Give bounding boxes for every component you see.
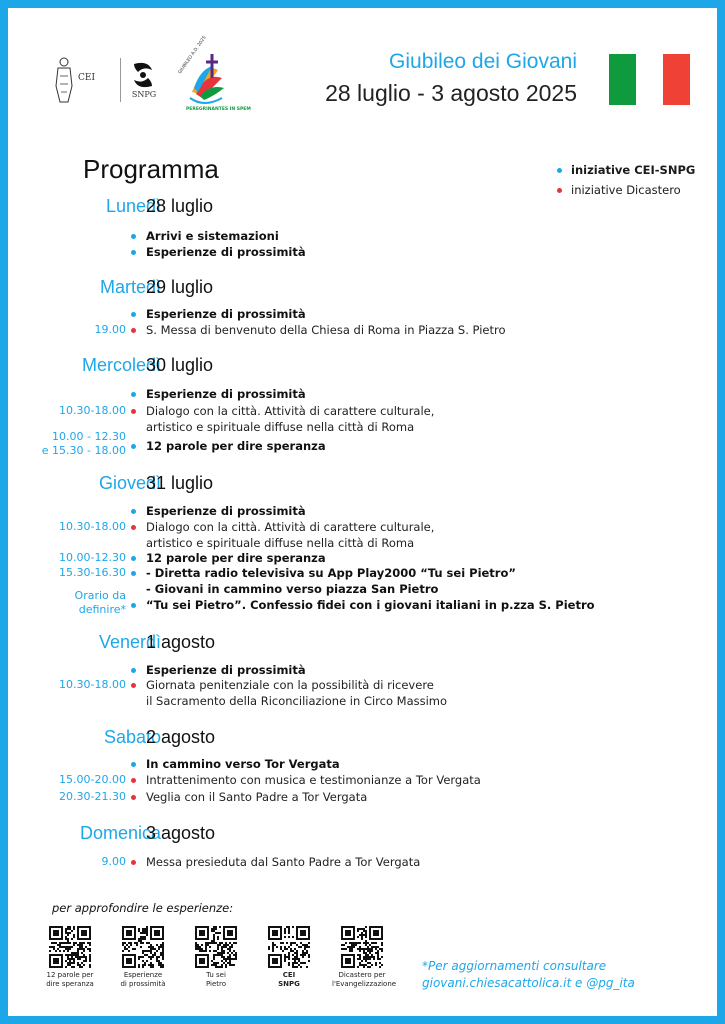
event-title: Giubileo dei Giovani [389, 50, 577, 73]
event-time-line: 15.00-20.00 [59, 773, 126, 786]
event-time [59, 519, 126, 535]
event-text [146, 503, 606, 519]
jubilee-top-text: GIUBILEO A.D. 2025 [177, 35, 208, 76]
event-text-line: Esperienze di prossimità [146, 504, 306, 518]
event-time-line: 10.00 - 12.30 [52, 430, 126, 443]
cei-logo-text: CEI [78, 73, 96, 83]
day-header [28, 355, 708, 379]
jubilee-bottom-text: PEREGRINANTES IN SPEM [186, 107, 251, 112]
day-header [28, 632, 708, 656]
bullet-icon [131, 312, 136, 317]
schedule-item [8, 503, 608, 519]
event-text [146, 550, 606, 566]
bullet-icon [131, 525, 136, 530]
qr-caption [186, 971, 246, 989]
event-text [146, 438, 606, 454]
bullet-icon [131, 444, 136, 449]
program-title: Programma [83, 154, 219, 184]
event-text-line: Esperienze di prossimità [146, 245, 306, 259]
day-name: Lunedì [105, 196, 161, 216]
italian-flag [609, 54, 690, 105]
qr-code-icon[interactable] [268, 926, 310, 968]
event-time-line: Orario da [74, 589, 126, 602]
day-name: Domenica [79, 823, 161, 843]
event-text-line: Intrattenimento con musica e testimonianze a Tor Vergata [146, 773, 481, 787]
qr-code-icon[interactable] [49, 926, 91, 968]
snpg-mark-icon [124, 60, 164, 90]
snpg-logo [124, 60, 164, 106]
qr-code-icon[interactable] [122, 926, 164, 968]
update-note [422, 958, 712, 992]
schedule-item [8, 244, 608, 260]
bullet-icon [131, 392, 136, 397]
event-text-line: Esperienze di prossimità [146, 663, 306, 677]
flag-green-stripe [609, 54, 636, 105]
legend-label: iniziative Dicastero [571, 183, 681, 197]
event-time [95, 322, 127, 338]
bullet-icon [131, 250, 136, 255]
bullet-icon [131, 778, 136, 783]
event-text [146, 854, 606, 870]
bullet-icon [557, 188, 562, 193]
bullet-icon [131, 409, 136, 414]
qr-caption [259, 971, 319, 989]
cei-logo [52, 56, 96, 106]
schedule-item [8, 789, 608, 805]
event-time-line: e 15.30 - 18.00 [41, 444, 126, 457]
flag-red-stripe [663, 54, 690, 105]
event-text-line: Dialogo con la città. Attività di carattere culturale, [146, 520, 435, 534]
event-text-line: Esperienze di prossimità [146, 307, 306, 321]
event-text-line: In cammino verso Tor Vergata [146, 757, 340, 771]
legend-label: iniziative CEI-SNPG [571, 163, 696, 177]
bullet-icon [131, 860, 136, 865]
schedule-item [8, 772, 608, 788]
qr-code-item[interactable] [332, 926, 397, 989]
event-text-line: artistico e spirituale diffuse nella città di Roma [146, 420, 415, 434]
qr-caption-line: Pietro [205, 980, 227, 988]
event-time [59, 565, 126, 581]
bullet-icon [131, 328, 136, 333]
event-time [59, 550, 126, 566]
qr-caption-line: 12 parole per [46, 971, 94, 979]
event-text [146, 306, 606, 322]
event-text-line: - Giovani in cammino verso piazza San Pietro [146, 582, 439, 596]
qr-code-item[interactable] [113, 926, 173, 989]
day-date: 29 luglio [146, 277, 214, 297]
day-header [28, 473, 708, 497]
day-name: Giovedì [98, 473, 161, 493]
event-time [75, 589, 126, 617]
snpg-logo-text: SNPG [131, 90, 157, 99]
footer-lead: per approfondire le esperienze: [52, 901, 234, 915]
event-text-line: - Diretta radio televisiva su App Play2000 “Tu sei Pietro” [146, 566, 516, 580]
update-line: *Per aggiornamenti consultare [422, 959, 607, 973]
event-text-line: Esperienze di prossimità [146, 387, 306, 401]
schedule-item [8, 519, 608, 551]
event-text-line: Dialogo con la città. Attività di carattere culturale, [146, 404, 435, 418]
event-text [146, 597, 606, 613]
schedule-item [8, 677, 608, 709]
qr-caption-line: l'Evangelizzazione [332, 980, 397, 988]
bullet-icon [131, 762, 136, 767]
event-time [59, 789, 126, 805]
schedule-item [8, 756, 608, 772]
bullet-icon [557, 168, 562, 173]
day-header [28, 727, 708, 751]
qr-caption-line: SNPG [278, 980, 300, 988]
schedule-item [8, 854, 608, 870]
day-header [28, 277, 708, 301]
event-time-line: 10.00-12.30 [59, 551, 126, 564]
schedule-item [8, 662, 608, 678]
event-time [59, 403, 126, 419]
qr-caption [113, 971, 173, 989]
event-dates: 28 luglio - 3 agosto 2025 [325, 80, 577, 106]
day-date: 3 agosto [146, 823, 216, 843]
day-name: Mercoledì [81, 355, 161, 375]
event-text-line: S. Messa di benvenuto della Chiesa di Roma in Piazza S. Pietro [146, 323, 506, 337]
event-text [146, 386, 606, 402]
day-name: Venerdì [98, 632, 161, 652]
event-time [102, 854, 127, 870]
bullet-icon [131, 795, 136, 800]
event-text [146, 662, 606, 678]
qr-caption-line: di prossimità [120, 980, 166, 988]
event-time-line: 15.30-16.30 [59, 566, 126, 579]
schedule-item [8, 430, 608, 457]
qr-caption-line: CEI [282, 971, 296, 979]
qr-code-item[interactable] [259, 926, 319, 989]
schedule-item [8, 228, 608, 244]
bullet-icon [131, 556, 136, 561]
update-link[interactable]: giovani.chiesacattolica.it e @pg_ita [422, 976, 635, 990]
event-text [146, 565, 606, 597]
schedule-item [8, 550, 608, 566]
event-text [146, 244, 606, 260]
day-name: Sabato [103, 727, 161, 747]
day-date: 28 luglio [146, 196, 214, 216]
event-time-line: definire* [78, 603, 126, 616]
qr-caption [332, 971, 397, 989]
event-time-line: 9.00 [101, 855, 126, 868]
event-time [59, 772, 126, 788]
logo-divider [120, 58, 121, 102]
day-date: 1 agosto [146, 632, 216, 652]
event-time-line: 20.30-21.30 [59, 790, 126, 803]
event-text-line: Veglia con il Santo Padre a Tor Vergata [146, 790, 368, 804]
qr-code-item[interactable] [40, 926, 100, 989]
day-date: 31 luglio [146, 473, 214, 493]
event-time-line: 10.30-18.00 [59, 520, 126, 533]
event-text-line: 12 parole per dire speranza [146, 439, 326, 453]
event-text-line: artistico e spirituale diffuse nella città di Roma [146, 536, 415, 550]
qr-caption-line: Dicastero per [338, 971, 386, 979]
event-text-line: Arrivi e sistemazioni [146, 229, 279, 243]
legend [557, 160, 717, 200]
bullet-icon [131, 683, 136, 688]
event-text-line: “Tu sei Pietro”. Confessio fidei con i giovani italiani in p.zza S. Pietro [146, 598, 595, 612]
schedule-item [8, 306, 608, 322]
event-text [146, 322, 606, 338]
day-name: Martedì [99, 277, 161, 297]
bullet-icon [131, 509, 136, 514]
event-text-line: Messa presieduta dal Santo Padre a Tor Vergata [146, 855, 421, 869]
event-text-line: Giornata penitenziale con la possibilità di ricevere [146, 678, 434, 692]
event-time-line: 19.00 [94, 323, 126, 336]
day-header [28, 196, 708, 220]
schedule-item [8, 322, 608, 338]
event-time [59, 677, 126, 693]
event-time-line: 10.30-18.00 [59, 678, 126, 691]
day-date: 30 luglio [146, 355, 214, 375]
event-text [146, 228, 606, 244]
qr-caption [40, 971, 100, 989]
bullet-icon [131, 571, 136, 576]
event-text [146, 789, 606, 805]
event-text-line: il Sacramento della Riconciliazione in Circo Massimo [146, 694, 448, 708]
event-text [146, 756, 606, 772]
event-time [42, 430, 126, 458]
event-text [146, 772, 606, 788]
event-text [146, 519, 606, 551]
event-text [146, 677, 606, 709]
day-date: 2 agosto [146, 727, 216, 747]
event-text [146, 403, 606, 435]
flag-white-stripe [636, 54, 663, 105]
bullet-icon [131, 234, 136, 239]
qr-code-icon[interactable] [341, 926, 383, 968]
bullet-icon [131, 603, 136, 608]
qr-code-icon[interactable] [195, 926, 237, 968]
logo-group [44, 35, 251, 118]
event-time-line: 10.30-18.00 [59, 404, 126, 417]
qr-caption-line: Tu sei [206, 971, 226, 979]
day-header [28, 823, 708, 847]
bullet-icon [131, 668, 136, 673]
qr-code-item[interactable] [186, 926, 246, 989]
schedule-item [8, 386, 608, 402]
event-text-line: 12 parole per dire speranza [146, 551, 326, 565]
qr-caption-line: Esperienze [123, 971, 163, 979]
legend-item-cei [557, 160, 717, 180]
qr-caption-line: dire speranza [46, 980, 94, 988]
